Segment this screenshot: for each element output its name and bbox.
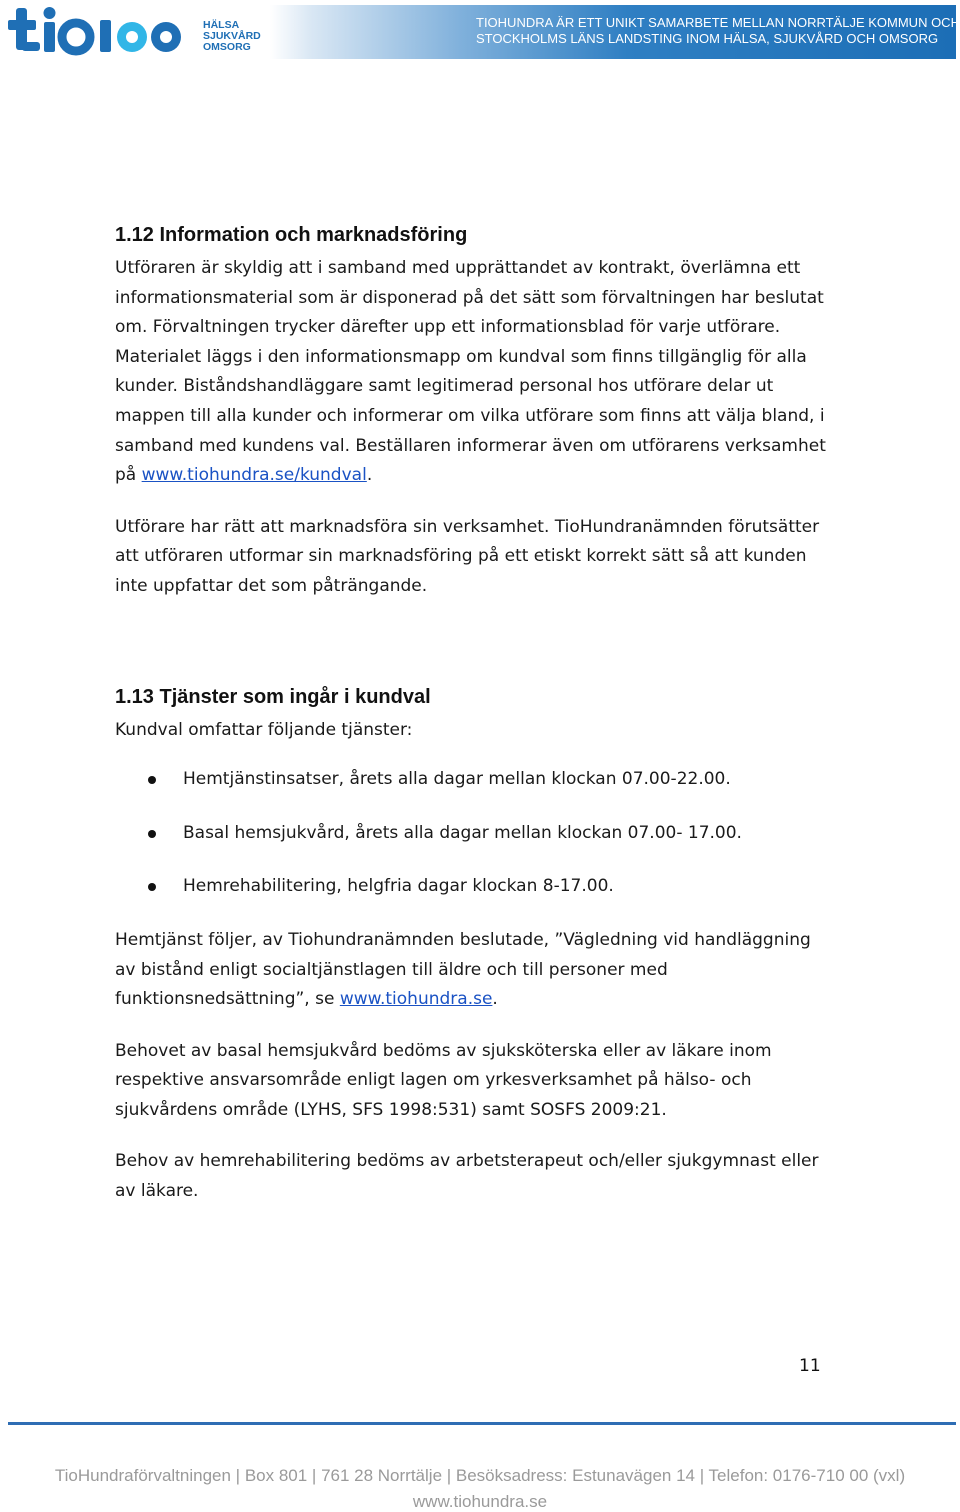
list-item <box>115 819 835 849</box>
footer-divider <box>8 1422 956 1425</box>
footer-address: TioHundraförvaltningen | Box 801 | 761 28 Norrtälje | Besöksadress: Estunavägen 14 | Telefon: 0176-710 00 (vxl) <box>54 1466 906 1485</box>
list-item <box>115 765 835 795</box>
paragraph <box>115 254 835 491</box>
banner-line: TIOHUNDRA ÄR ETT UNIKT SAMARBETE MELLAN NORRTÄLJE KOMMUN OCH <box>476 15 960 30</box>
section-heading: 1.12 Information och marknadsföring <box>115 224 468 246</box>
services-list <box>115 765 835 902</box>
section-heading: 1.13 Tjänster som ingår i kundval <box>115 685 431 708</box>
paragraph: Kundval omfattar följande tjänster: <box>115 719 413 740</box>
bullet-icon <box>148 830 156 838</box>
tiohundra-link[interactable]: www.tiohundra.se <box>339 989 493 1010</box>
tiohundra-logo <box>6 6 191 60</box>
paragraph: Utförare har rätt att marknadsföra sin verksamhet. TioHundranämnden förutsätter att utföraren utformar sin marknadsföring på ett etiskt korrekt sätt så att kunden inte uppfattar det som påträngande. <box>115 516 820 596</box>
page-header <box>0 0 960 62</box>
bullet-icon <box>148 776 156 784</box>
paragraph <box>115 926 835 1015</box>
page-number: 11 <box>799 1356 821 1376</box>
list-item-text: Hemrehabilitering, helgfria dagar klockan 8-17.00. <box>183 876 614 897</box>
list-item <box>115 872 835 902</box>
banner-line: STOCKHOLMS LÄNS LANDSTING INOM HÄLSA, SJUKVÅRD OCH OMSORG <box>476 31 939 46</box>
spacer <box>115 491 835 513</box>
banner-text <box>476 15 960 47</box>
logo-sub-line: OMSORG <box>203 41 251 53</box>
paragraph: Behovet av basal hemsjukvård bedöms av sjuksköterska eller av läkare inom respektive ansvarsområde enligt lagen om yrkesverksamhet på hälso- och sjukvårdens område (LYHS, SFS 1998:531) samt SOSFS 2009:21. <box>115 1040 772 1120</box>
paragraph-end: . <box>366 465 373 486</box>
logo-subtitle <box>203 20 261 53</box>
logo-sub-line: SJUKVÅRD <box>203 30 261 42</box>
logo-sub-line: HÄLSA <box>203 19 240 31</box>
spacer <box>115 602 835 684</box>
paragraph-text: Utföraren är skyldig att i samband med upprättandet av kontrakt, överlämna ett informationsmaterial som är disponerad på det sätt som förvaltningen har beslutat om. Förvaltningen trycker därefter upp ett informationsblad för varje utförare. Materialet läggs i den informationsmapp om kundval som finns tillgänglig för alla kunder. Biståndshandläggare samt legitimerad personal hos utförare delar ut mappen till alla kunder och informerar om vilka utförare som finns att välja bland, i samband med kundens val. Beställaren informerar även om utförarens verksamhet på <box>115 258 826 486</box>
footer-url: www.tiohundra.se <box>412 1492 548 1511</box>
document-body <box>115 222 835 1207</box>
list-item-text: Basal hemsjukvård, årets alla dagar mellan klockan 07.00- 17.00. <box>183 822 742 843</box>
header-banner <box>270 5 960 59</box>
paragraph: Behov av hemrehabilitering bedöms av arbetsterapeut och/eller sjukgymnast eller av läkare. <box>115 1151 819 1202</box>
bullet-icon <box>148 883 156 891</box>
spacer <box>115 1015 835 1037</box>
paragraph-text: Hemtjänst följer, av Tiohundranämnden beslutade, ”Vägledning vid handläggning av bistånd enligt socialtjänstlagen till äldre och till personer med funktionsnedsättning”, se <box>115 929 811 1010</box>
list-item-text: Hemtjänstinsatser, årets alla dagar mellan klockan 07.00-22.00. <box>183 769 731 790</box>
paragraph-end: . <box>492 989 498 1010</box>
kundval-link[interactable]: www.tiohundra.se/kundval <box>141 465 367 486</box>
spacer <box>115 1125 835 1147</box>
